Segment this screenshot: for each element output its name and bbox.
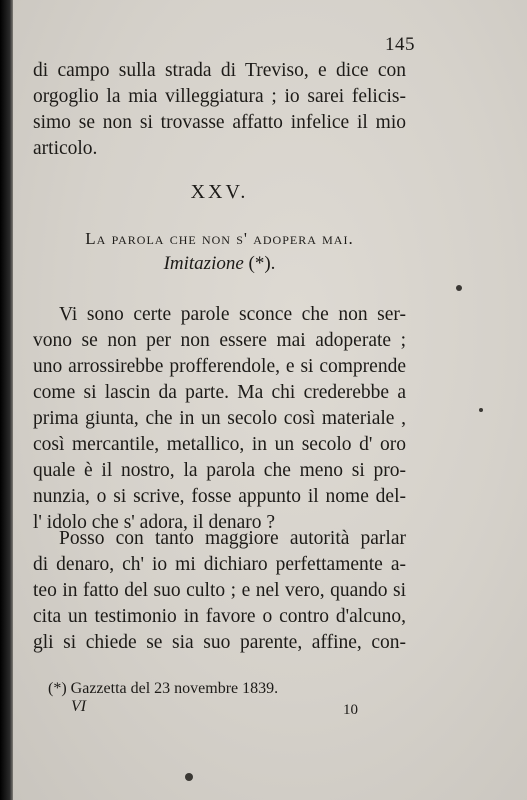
text-line: prima giunta, che in un secolo così materiale , xyxy=(33,408,406,429)
sheet-number: 10 xyxy=(343,702,358,718)
text-line: gli si chiede se sia suo parente, affine, con- xyxy=(33,632,406,653)
book-page xyxy=(13,0,527,800)
paragraph-main xyxy=(33,302,406,536)
text-line: articolo. xyxy=(33,138,98,159)
text-line: l' idolo che s' adora, il denaro ? xyxy=(33,512,276,533)
text-line: Posso con tanto maggiore autorità parlar xyxy=(59,528,406,549)
subheading-title: Imitazione xyxy=(163,253,244,274)
footnote: (*) Gazzetta del 23 novembre 1839. xyxy=(48,680,279,697)
text-line: Vi sono certe parole sconce che non ser- xyxy=(59,304,406,325)
text-line: simo se non si trovasse affatto infelice il mio xyxy=(33,112,406,133)
chapter-number: XXV. xyxy=(190,181,249,203)
text-line: vono se non per non essere mai adoperate ; xyxy=(33,330,406,351)
ink-speck xyxy=(185,773,193,781)
paragraph-second xyxy=(33,526,406,656)
text-line: teo in fatto del suo culto ; e nel vero, quando si xyxy=(33,580,406,601)
text-line: uno arrossirebbe profferendole, e si comprende xyxy=(33,356,406,377)
text-line: così mercantile, metallico, in un secolo d' oro xyxy=(33,434,406,455)
text-line: di denaro, ch' io mi dichiaro perfettamente a- xyxy=(33,554,406,575)
paragraph-top xyxy=(33,58,406,162)
ink-speck xyxy=(456,285,462,291)
chapter-heading: La parola che non s' adopera mai. xyxy=(85,229,354,248)
text-line: come si lascin da parte. Ma chi crederebbe a xyxy=(33,382,406,403)
ink-speck xyxy=(479,408,483,412)
text-line: nunzia, o si scrive, fosse appunto il nome del- xyxy=(33,486,406,507)
text-line: di campo sulla strada di Treviso, e dice con xyxy=(33,60,406,81)
page-number: 145 xyxy=(385,34,415,55)
footnote-marker: (*). xyxy=(248,253,276,274)
text-line: orgoglio la mia villeggiatura ; io sarei felicis- xyxy=(33,86,406,107)
chapter-subheading xyxy=(33,253,406,275)
text-line: quale è il nostro, la parola che meno si pro- xyxy=(33,460,406,481)
book-spine-shadow xyxy=(0,0,14,800)
printer-signature: VI xyxy=(71,698,87,715)
text-line: cita un testimonio in favore o contro d'alcuno, xyxy=(33,606,406,627)
